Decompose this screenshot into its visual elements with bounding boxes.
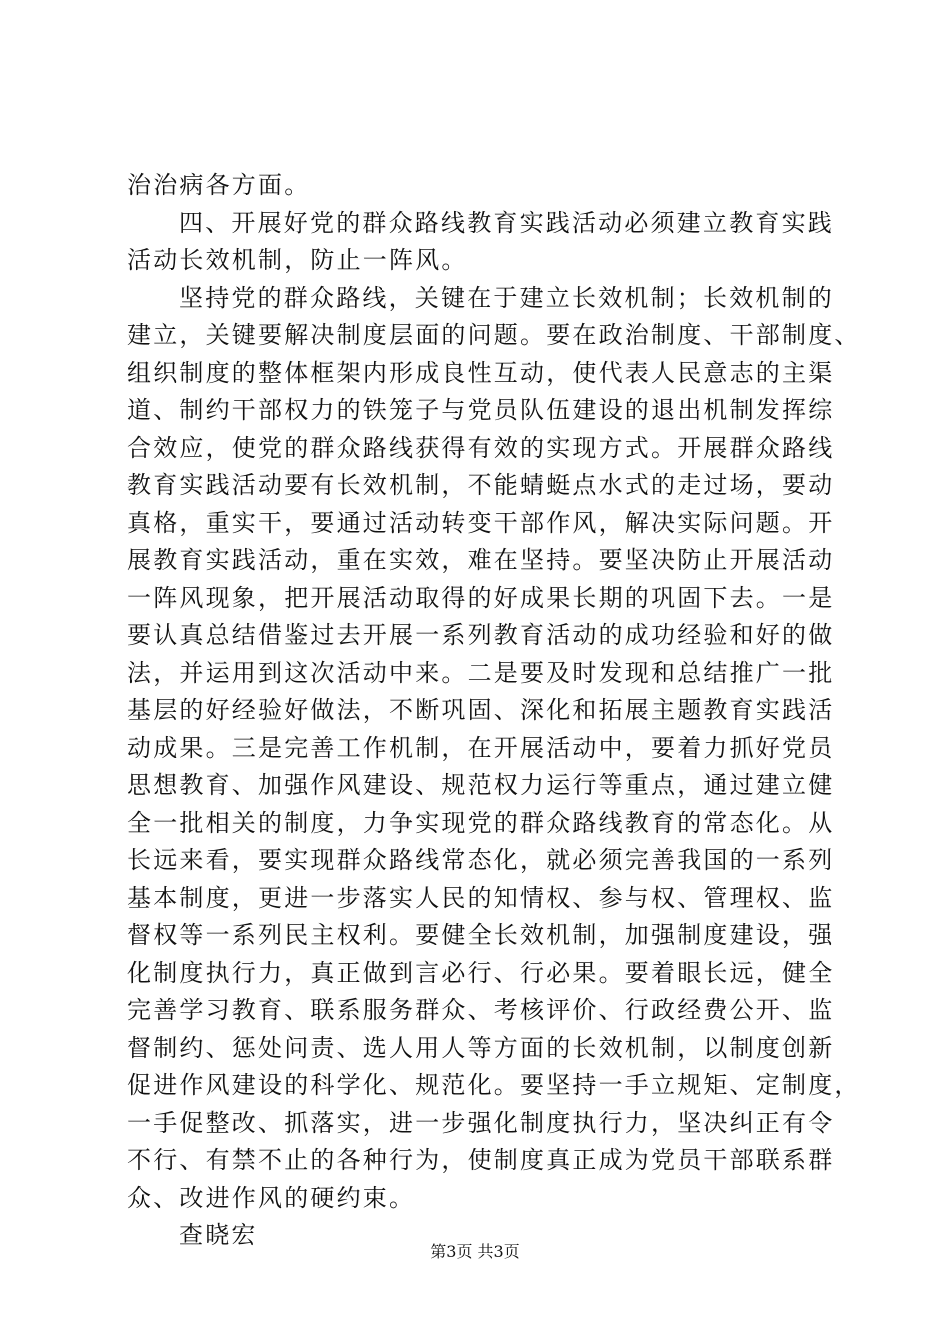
text-line: 督权等一系列民主权利。要健全长效机制，加强制度建设，强 xyxy=(127,921,835,949)
text-line: 长远来看，要实现群众路线常态化，就必须完善我国的一系列 xyxy=(127,846,835,874)
text-line: 合效应，使党的群众路线获得有效的实现方式。开展群众路线 xyxy=(127,433,835,462)
text-line: 基本制度，更进一步落实人民的知情权、参与权、管理权、监 xyxy=(127,883,835,912)
text-line: 法，并运用到这次活动中来。二是要及时发现和总结推广一批 xyxy=(127,658,835,687)
text-line: 真格，重实干，要通过活动转变干部作风，解决实际问题。开 xyxy=(127,508,835,537)
text-line: 促进作风建设的科学化、规范化。要坚持一手立规矩、定制度， xyxy=(127,1071,861,1099)
text-line: 完善学习教育、联系服务群众、考核评价、行政经费公开、监 xyxy=(127,996,835,1024)
text-line: 一阵风现象，把开展活动取得的好成果长期的巩固下去。一是 xyxy=(127,583,835,612)
text-line: 活动长效机制，防止一阵风。 xyxy=(127,246,468,274)
text-line: 全一批相关的制度，力争实现党的群众路线教育的常态化。从 xyxy=(127,808,835,837)
text-line: 建立，关键要解决制度层面的问题。要在政治制度、干部制度、 xyxy=(127,321,861,349)
text-line: 坚持党的群众路线，关键在于建立长效机制；长效机制的 xyxy=(179,283,834,312)
text-line: 教育实践活动要有长效机制，不能蜻蜓点水式的走过场，要动 xyxy=(127,471,835,499)
text-line: 要认真总结借鉴过去开展一系列教育活动的成功经验和好的做 xyxy=(127,621,835,649)
text-line: 督制约、惩处问责、选人用人等方面的长效机制，以制度创新 xyxy=(127,1033,835,1062)
text-line: 基层的好经验好做法，不断巩固、深化和拓展主题教育实践活 xyxy=(127,696,835,724)
text-line: 动成果。三是完善工作机制，在开展活动中，要着力抓好党员 xyxy=(127,733,835,762)
text-line: 组织制度的整体框架内形成良性互动，使代表人民意志的主渠 xyxy=(127,358,835,387)
text-line: 道、制约干部权力的铁笼子与党员队伍建设的退出机制发挥综 xyxy=(127,396,835,424)
text-line: 化制度执行力，真正做到言必行、行必果。要着眼长远，健全 xyxy=(127,958,835,987)
text-line: 思想教育、加强作风建设、规范权力运行等重点，通过建立健 xyxy=(127,771,835,799)
text-line: 治治病各方面。 xyxy=(127,171,311,199)
text-line: 一手促整改、抓落实，进一步强化制度执行力，坚决纠正有令 xyxy=(127,1108,835,1137)
text-line: 展教育实践活动，重在实效，难在坚持。要坚决防止开展活动 xyxy=(127,546,835,574)
page-number-footer: 第3页 共3页 xyxy=(430,1242,520,1261)
document-body xyxy=(127,167,861,1255)
text-line: 四、开展好党的群众路线教育实践活动必须建立教育实践 xyxy=(179,208,834,237)
text-line: 查晓宏 xyxy=(179,1221,258,1249)
text-line: 众、改进作风的硬约束。 xyxy=(127,1183,416,1212)
text-line: 不行、有禁不止的各种行为，使制度真正成为党员干部联系群 xyxy=(127,1146,835,1174)
